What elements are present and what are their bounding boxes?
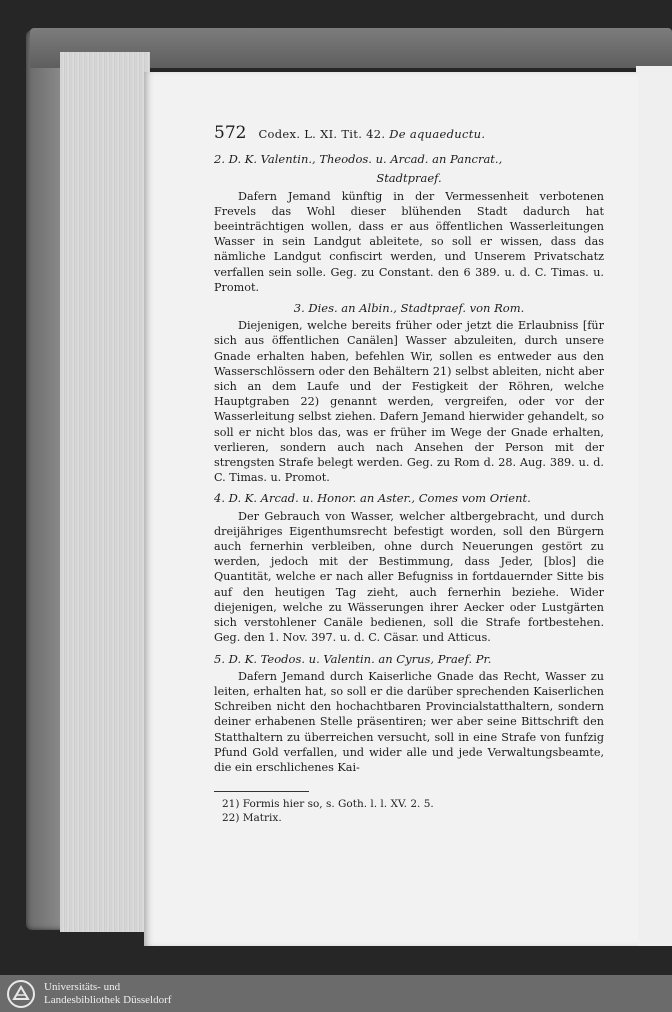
section-4-text: Der Gebrauch von Wasser, welcher altbergebracht, und durch dreijähriges Eigenthumsrecht befestigt worden, soll den Bürgern auch fernerhin verbleiben, ohne durch Neuerungen gestört zu werden, jedoch mit der Bestimmung, dass Jeder, [blos] die Quantität, welche er nach aller Befugniss in fortdauernder Sitte bis auf den heutigen Tag zieht, auch fernerhin beziehe. Wider diejenigen, welche zu Wässerungen ihrer Aecker oder Lustgärten sich verstohlener Canäle bedienen, soll die Strafe fortbestehen. Geg. den 1. Nov. 397. u. d. C. Cäsar. und Atticus. [214, 509, 604, 645]
page-stack [60, 52, 150, 932]
section-2-heading-cont: Stadtpraef. [376, 171, 442, 186]
section-3-text: Diejenigen, welche bereits früher oder jetzt die Erlaubniss [für sich aus öffentlichen Canälen] Wasser abzuleiten, durch unsere Gnade erhalten haben, befehlen Wir, sollen es entweder aus den Wasserschlössern oder den Behältern 21) selbst ableiten, nicht aber sich an dem Laufe und der Festigkeit der Röhren, welche Hauptgraben 22) genannt werden, vergreifen, oder vor der Wasserleitung selbst ziehen. Dafern Jemand hierwider gehandelt, so soll er nicht blos das, was er früher im Wege der Gnade erhalten, verlieren, sondern auch nach Ansehen der Person mit der strengsten Strafe belegt werden. Geg. zu Rom d. 28. Aug. 389. u. d. C. Timas. u. Promot. [214, 319, 604, 485]
section-3-heading: 3. Dies. an Albin., Stadtpraef. von Rom. [293, 301, 525, 316]
library-footer-bar [0, 975, 672, 1012]
library-logo-icon [6, 979, 36, 1009]
running-title-left: Codex. L. XI. Tit. 42. [258, 127, 386, 141]
section-2-text: Dafern Jemand künftig in der Vermessenheit verbotenen Frevels das Wohl dieser blühenden Stadt dadurch hat beeinträchtigen wollen, dass er aus öffentlichen Wasserleitungen Wasser in sein Landgut ableitete, so soll er wissen, dass das nämliche Landgut confiscirt werden, und Unserem Privatschatz verfallen sein solle. Geg. zu Constant. den 6 389. u. d. C. Timas. u. Promot. [214, 189, 604, 294]
book-page [144, 72, 638, 946]
section-2-heading: 2. D. K. Valentin., Theodos. u. Arcad. an Pancrat., [214, 152, 503, 167]
running-title-right: De aquaeductu. [389, 127, 486, 141]
running-title [258, 127, 485, 142]
section-5-heading: 5. D. K. Teodos. u. Valentin. an Cyrus, Praef. Pr. [214, 651, 492, 666]
footnote-rule [214, 791, 309, 792]
footnote-22: 22) Matrix. [222, 811, 282, 824]
facing-page-edge [636, 66, 672, 946]
section-5-text: Dafern Jemand durch Kaiserliche Gnade das Recht, Wasser zu leiten, erhalten hat, so soll er die darüber sprechenden Kaiserlichen Schreiben nicht den hochachtbaren Provincialstatthaltern, sondern deiner erhabenen Stelle präsentiren; wer aber seine Bittschrift den Statthaltern zu überreichen versucht, soll in eine Strafe von funfzig Pfund Gold verfallen, und wider alle und jede Verwaltungsbeamte, die ein erschlichenes Kai- [214, 669, 604, 774]
section-4-heading: 4. D. K. Arcad. u. Honor. an Aster., Comes vom Orient. [214, 491, 531, 506]
page-number: 572 [214, 123, 247, 143]
library-name-line2: Landesbibliothek Düsseldorf [44, 993, 172, 1006]
page-content [214, 123, 604, 825]
page-header [214, 123, 604, 143]
library-name-line1: Universitäts- und [44, 980, 121, 993]
footnote-21: 21) Formis hier so, s. Goth. l. l. XV. 2. 5. [222, 798, 434, 811]
library-name [44, 981, 171, 1007]
